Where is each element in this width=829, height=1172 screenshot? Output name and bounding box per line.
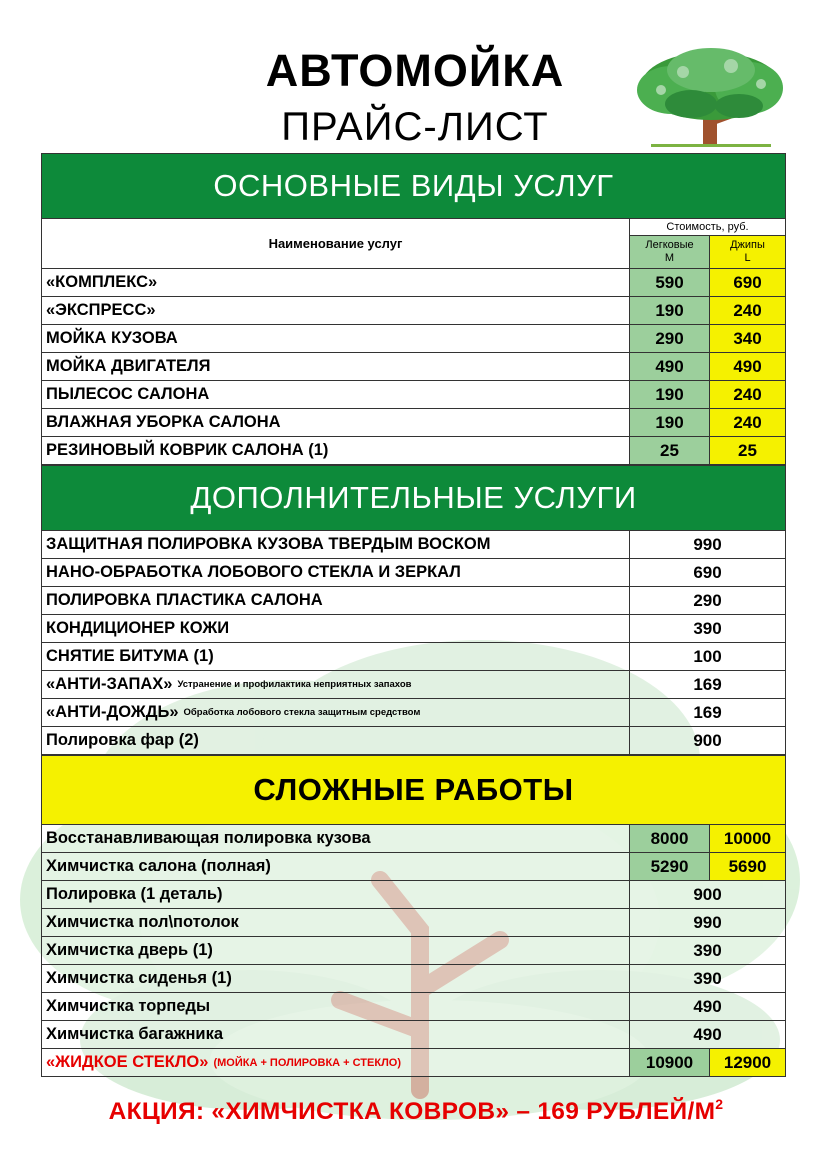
table-row: РЕЗИНОВЫЙ КОВРИК САЛОНА (1) 25 25	[41, 437, 786, 465]
table-row: Химчистка сиденья (1) 390	[41, 965, 786, 993]
table-row: Химчистка торпеды 490	[41, 993, 786, 1021]
basic-table-header	[41, 219, 786, 269]
table-row: СНЯТИЕ БИТУМА (1) 100	[41, 643, 786, 671]
table-row: ЗАЩИТНАЯ ПОЛИРОВКА КУЗОВА ТВЕРДЫМ ВОСКОМ 990	[41, 531, 786, 559]
table-row: Химчистка дверь (1) 390	[41, 937, 786, 965]
table-row: «ЭКСПРЕСС» 190 240	[41, 297, 786, 325]
table-row: «АНТИ-ЗАПАХ» Устранение и профилактика неприятных запахов 169	[41, 671, 786, 699]
row-note: (МОЙКА + ПОЛИРОВКА + СТЕКЛО)	[213, 1056, 402, 1069]
table-row: Химчистка багажника 490	[41, 1021, 786, 1049]
section-complex-heading: СЛОЖНЫЕ РАБОТЫ	[41, 755, 786, 825]
column-header-cost	[630, 219, 785, 268]
column-header-l: Джипы L	[710, 236, 785, 268]
table-row: ВЛАЖНАЯ УБОРКА САЛОНА 190 240	[41, 409, 786, 437]
promo-superscript: 2	[715, 1096, 724, 1112]
column-header-name: Наименование услуг	[42, 219, 630, 268]
section-extra-heading: ДОПОЛНИТЕЛЬНЫЕ УСЛУГИ	[41, 465, 786, 531]
table-row: «АНТИ-ДОЖДЬ» Обработка лобового стекла защитным средством 169	[41, 699, 786, 727]
table-row: «КОМПЛЕКС» 590 690	[41, 269, 786, 297]
row-note: Устранение и профилактика неприятных запахов	[177, 679, 412, 690]
cost-label: Стоимость, руб.	[630, 219, 785, 236]
price-sheet	[41, 153, 786, 1077]
table-row: ПЫЛЕСОС САЛОНА 190 240	[41, 381, 786, 409]
page-title: АВТОМОЙКА	[265, 45, 565, 96]
table-row: ПОЛИРОВКА ПЛАСТИКА САЛОНА 290	[41, 587, 786, 615]
row-note: Обработка лобового стекла защитным средством	[183, 707, 421, 718]
table-row: Химчистка салона (полная) 5290 5690	[41, 853, 786, 881]
column-header-m: Легковые M	[630, 236, 710, 268]
page-subtitle: ПРАЙС-ЛИСТ	[281, 105, 549, 149]
header	[0, 0, 829, 152]
table-row: Полировка (1 деталь) 900	[41, 881, 786, 909]
table-row: НАНО-ОБРАБОТКА ЛОБОВОГО СТЕКЛА И ЗЕРКАЛ 690	[41, 559, 786, 587]
table-row: МОЙКА КУЗОВА 290 340	[41, 325, 786, 353]
table-row: КОНДИЦИОНЕР КОЖИ 390	[41, 615, 786, 643]
table-row-liquid-glass: «ЖИДКОЕ СТЕКЛО» (МОЙКА + ПОЛИРОВКА + СТЕКЛО) 10900 12900	[41, 1049, 786, 1077]
section-basic-heading: ОСНОВНЫЕ ВИДЫ УСЛУГ	[41, 153, 786, 219]
table-row: МОЙКА ДВИГАТЕЛЯ 490 490	[41, 353, 786, 381]
promo-banner: АКЦИЯ: «ХИМЧИСТКА КОВРОВ» – 169 РУБЛЕЙ/$М^2$	[108, 1096, 724, 1125]
table-row: Полировка фар (2) 900	[41, 727, 786, 755]
table-row: Химчистка пол\потолок 990	[41, 909, 786, 937]
table-row: Восстанавливающая полировка кузова 8000 10000	[41, 825, 786, 853]
tree-icon	[631, 44, 791, 148]
